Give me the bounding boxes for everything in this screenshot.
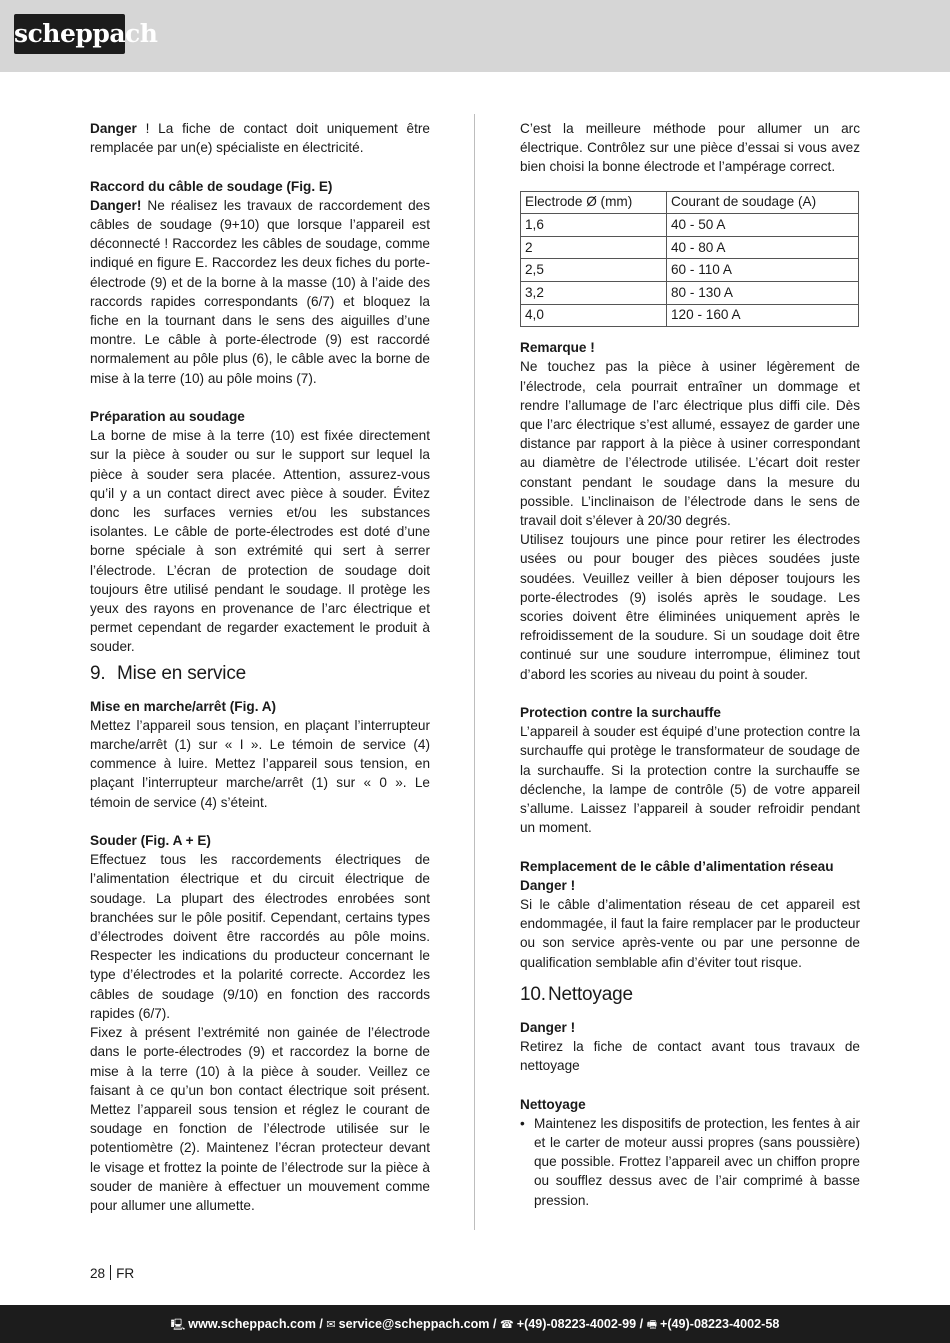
page-header [0, 0, 950, 72]
electrode-current-table [520, 191, 859, 328]
section-title: Mise en service [117, 662, 246, 684]
remarque-paragraph-1: Ne touchez pas la pièce à usiner légèrement de l’électrode, cela pourrait entraîner un dommage et rendre l’allumage de l’arc électrique plus diffi cile. Dès que l’arc électrique s’est allumé, essayez de garder une distance par rapport à la pièce à usiner correspondant au diamètre de l’électrode utilisée. L’écart doit rester constant pendant le soudage dans la mesure du possible. L’inclinaison de l’électrode dans le sens de travail doit s’élever à 20/30 degrés. [520, 359, 860, 528]
scheppach-logo: scheppach [14, 14, 125, 54]
table-cell: 1,6 [521, 214, 667, 237]
footer-email[interactable]: service@scheppach.com [338, 1317, 490, 1331]
table-header-cell: Electrode Ø (mm) [521, 191, 667, 214]
danger-label: Danger [90, 121, 137, 136]
table-cell: 4,0 [521, 304, 667, 327]
protection-paragraph: L’appareil à souder est équipé d’une protection contre la surchauffe qui protège le transformateur de soudage de la surchauffe. Si la protection contre la surchauffe se déclenche, la lampe de contrôle (5) de votre appareil s’allume. Laissez l’appareil à souder refroidir pendant un moment. [520, 724, 860, 836]
phone-icon: ☎ [500, 1319, 514, 1331]
table-cell: 80 - 130 A [667, 281, 859, 304]
danger-label: Danger ! [520, 877, 576, 893]
page-footer: 🖳 www.scheppach.com / ✉ service@scheppach.com / ☎ +(49)-08223-4002-99 / 🖷 +(49)-08223-4002-58 [0, 1305, 950, 1343]
table-cell: 2 [521, 236, 667, 259]
souder-paragraph-1: Effectuez tous les raccordements électriques de l’alimentation électrique et du circuit électrique de soudage. La plupart des électrodes enrobées sont branchées sur le pôle positif. Cependant, certains types d’électrodes doivent être raccordés au pôle moins. Respecter les indications du producteur concernant le type d’électrodes et la polarité correcte. Accordez les câbles de soudage (9/10) en fonction des raccords rapides (6/7). [90, 852, 430, 1021]
section-10-heading [520, 984, 860, 1006]
table-header-row [521, 191, 859, 214]
souder-heading: Souder (Fig. A + E) [90, 833, 211, 849]
nettoyage-heading: Nettoyage [520, 1096, 586, 1112]
danger-cleaning-paragraph: Retirez la fiche de contact avant tous travaux de nettoyage [520, 1039, 860, 1074]
left-column [90, 119, 430, 1215]
marche-paragraph: Mettez l’appareil sous tension, en plaçant l’interrupteur marche/arrêt (1) sur « I ». Le témoin de service (4) commence à luire. Mettez l’appareil sous tension, en plaçant l’interrupteur marche/arrêt (1) sur « 0 ». Le témoin de service (4) s’éteint. [90, 717, 430, 810]
column-divider [474, 114, 475, 1230]
section-title: Nettoyage [548, 983, 633, 1005]
section-number: 9. [90, 662, 106, 684]
marche-heading: Mise en marche/arrêt (Fig. A) [90, 698, 277, 714]
page-number: 28 FR [90, 1266, 135, 1281]
preparation-paragraph: La borne de mise à la terre (10) est fixée directement sur la pièce à souder ou sur le support sur lequel la pièce à souder sera placée. Attention, assurez-vous qu’il y a un contact direct avec pièce à souder. Évitez donc les surfaces vernies et/ou les substances isolantes. Le câble de porte-électrodes est doté d’une borne spéciale à son extrémité qui sert à serrer l’électrode. L’écran de protection de soudage doit toujours être utilisé pendant le soudage. Il protège les yeux des rayons en provenance de l’arc électrique et permet cependant de regarder exactement le produit à souder. [90, 428, 430, 655]
raccord-heading: Raccord du câble de soudage (Fig. E) [90, 178, 333, 194]
email-icon: ✉ [326, 1319, 336, 1331]
remplacement-paragraph: Si le câble d’alimentation réseau de cet appareil est endommagée, il faut la faire remplacer par le producteur ou son service après-vente ou par une personne de qualification semblable afin d’éviter tout risque. [520, 897, 860, 970]
table-row [521, 259, 859, 282]
page-language: FR [116, 1266, 135, 1281]
table-cell: 40 - 50 A [667, 214, 859, 237]
table-row [521, 214, 859, 237]
table-cell: 3,2 [521, 281, 667, 304]
table-cell: 120 - 160 A [667, 304, 859, 327]
table-header-cell: Courant de soudage (A) [667, 191, 859, 214]
remarque-paragraph-2: Utilisez toujours une pince pour retirer les électrodes usées ou pour bouger des pièces soudées juste soudées. Veuillez veiller à bien déposer toujours les porte-électrodes (9) isolés après le soudage. Les scories doivent être éliminées uniquement après le refroidissement de la soudure. Si un soudage doit être continué sur une soudure interrompue, éliminez tout d’abord les scories au niveau du point à souder. [520, 532, 860, 682]
protection-heading: Protection contre la surchauffe [520, 705, 721, 721]
raccord-paragraph: Danger! Ne réalisez les travaux de raccordement des câbles de soudage (9+10) que lorsque l’appareil est déconnecté ! Raccordez les câbles de soudage, comme indiqué en figure E. Raccordez les deux fiches du porte-électrode (9) et de la borne à la masse (10) à l’aide des raccords rapides correspondants (6/7) et bloquez la fiche en la tournant dans le sens des aiguilles d’une montre. Le câble à porte-électrode (9) est raccordé normalement au pôle plus (6), le câble avec la borne de mise à la terre (10) au pôle moins (7). [90, 197, 430, 386]
list-item: • Maintenez les dispositifs de protection, les fentes à air et le carter de moteur aussi propres (sans poussière) que possible. Frottez l’appareil avec un chiffon propre ou soufflez dessus avec de l’air comprimé à basse pression. [520, 1114, 860, 1210]
table-row [521, 281, 859, 304]
fax-icon: 🖷 [646, 1319, 657, 1331]
preparation-heading: Préparation au soudage [90, 409, 245, 425]
nettoyage-list [520, 1114, 860, 1210]
danger-label: Danger ! [520, 1019, 576, 1035]
section-number: 10. [520, 983, 546, 1005]
table-cell: 40 - 80 A [667, 236, 859, 259]
table-row [521, 304, 859, 327]
danger-label: Danger! [90, 197, 142, 213]
footer-website[interactable]: www.scheppach.com [188, 1317, 316, 1331]
remplacement-heading: Remplacement de le câble d’alimentation réseau [520, 858, 834, 874]
page-separator [110, 1265, 111, 1280]
remarque-heading: Remarque ! [520, 340, 595, 356]
section-9-heading [90, 663, 430, 685]
footer-phone: +(49)-08223-4002-99 [516, 1317, 637, 1331]
souder-paragraph-2: Fixez à présent l’extrémité non gainée de l’électrode dans le porte-électrodes (9) et raccordez la borne de mise à la terre (10) à la pièce à souder. Veillez ce faisant à ce qu’un bon contact électrique soit présent. Mettez l’appareil sous tension et réglez le courant de soudage en fonction de l’électrode utilisée sur le potentiomètre (2). Maintenez l’écran protecteur devant le visage et frottez la pointe de l’électrode sur la pièce à souder de manière à effectuer un mouvement comme pour allumer une allumette. [90, 1025, 430, 1213]
table-row [521, 236, 859, 259]
table-cell: 60 - 110 A [667, 259, 859, 282]
computer-icon: 🖳 [170, 1319, 186, 1331]
right-column [520, 119, 860, 1210]
footer-fax: +(49)-08223-4002-58 [660, 1317, 780, 1331]
intro-paragraph: C’est la meilleure méthode pour allumer un arc électrique. Contrôlez sur une pièce d’essai si vous avez bien choisi la bonne électrode et l’ampérage correct. [520, 121, 860, 175]
danger-plug-note: Danger ! La fiche de contact doit uniquement être remplacée par un(e) spécialiste en électricité. [90, 121, 430, 156]
table-cell: 2,5 [521, 259, 667, 282]
